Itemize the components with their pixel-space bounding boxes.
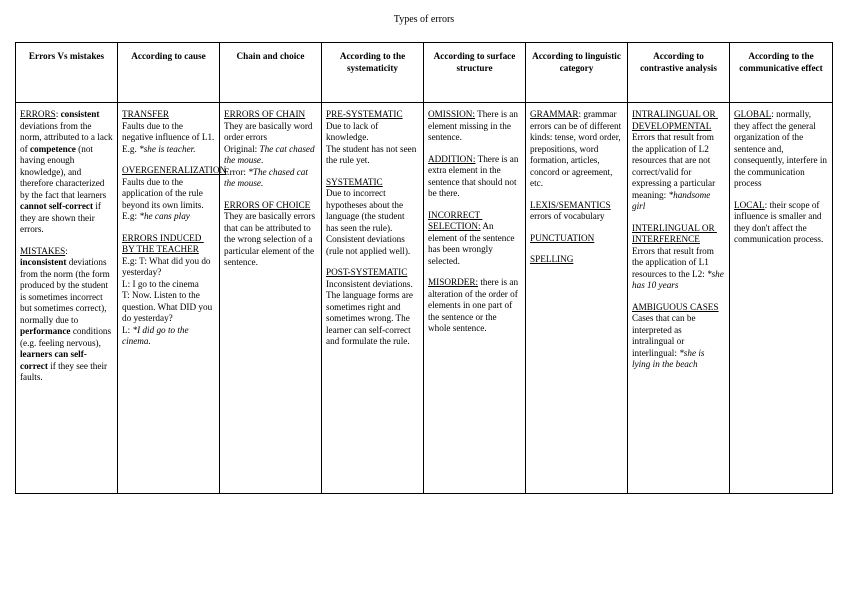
example-text: *The chased cat the mouse. xyxy=(224,166,311,188)
cell-communicative-effect xyxy=(730,103,833,494)
description-text: Faults due to the application of the rule beyond its own limits. E.g: xyxy=(122,176,204,221)
description-text: Cases that can be interpreted as intralingual or interlingual: xyxy=(632,313,696,358)
description-text: There is an element missing in the sentence. xyxy=(428,109,521,142)
entry-section xyxy=(122,233,215,348)
header-linguistic-category: According to linguistic category xyxy=(526,43,628,103)
entry-section xyxy=(428,210,521,268)
entry-section xyxy=(20,246,113,384)
description-text: : grammar errors can be of different kinds: tense, word order, prepositions, word formation, articles, concord or agreement, etc. xyxy=(530,109,624,188)
description-text: There is an extra element in the sentence that should not be there. xyxy=(428,153,521,198)
description-text: They are basically errors that can be attributed to the wrong selection of a particular element of the sentence. xyxy=(224,211,316,267)
description-text: Inconsistent deviations. The language forms are sometimes right and sometimes wrong. The learner can self-correct and formulate the rule. xyxy=(326,278,413,346)
header-contrastive-analysis: According to contrastive analysis xyxy=(628,43,730,103)
description-text: Due to lack of knowledge. The student has not seen the rule yet. xyxy=(326,120,417,165)
description-text: : xyxy=(65,245,71,256)
content-row xyxy=(16,103,833,494)
description-text: Due to incorrect hypotheses about the language (the student has seen the rule). Consistent deviations (rule not applied well). xyxy=(326,188,411,256)
cell-linguistic-category xyxy=(526,103,628,494)
entry-section xyxy=(122,109,215,155)
term-heading: LEXIS/SEMANTICS xyxy=(530,199,611,210)
key-term: competence xyxy=(29,143,76,154)
description-text: there is an alteration of the order of elements in one part of the sentence or the whole sentence. xyxy=(428,277,521,333)
entry-section xyxy=(326,267,419,348)
entry-section xyxy=(530,109,623,190)
entry-section xyxy=(632,109,725,213)
entry-section xyxy=(326,109,419,167)
description-text: . Error: xyxy=(224,155,264,177)
description-text: errors of vocabulary xyxy=(530,199,613,221)
example-text: *she has 10 years xyxy=(632,268,727,290)
header-cause: According to cause xyxy=(118,43,220,103)
term-heading: MISORDER: xyxy=(428,277,479,287)
term-heading: MISTAKES xyxy=(20,245,66,256)
header-errors-vs-mistakes: Errors Vs mistakes xyxy=(16,43,118,103)
description-text: : xyxy=(55,109,61,119)
entry-section xyxy=(428,277,521,335)
entry-section xyxy=(122,165,227,223)
description-text: Errors that result from the application of L2 resources that are not correct/valid for expressing a particular meaning: xyxy=(632,132,716,200)
entry-section xyxy=(530,254,623,266)
term-heading: ERRORS INDUCED BY THE TEACHER xyxy=(122,232,204,254)
entry-section xyxy=(530,233,623,245)
description-text: Errors that result from the application of L1 resources to the L2: xyxy=(632,245,714,279)
entry-section xyxy=(20,109,113,236)
term-heading: SYSTEMATIC xyxy=(326,176,383,187)
description-text: They are basically word order errors Original: xyxy=(224,120,313,154)
term-heading: GLOBAL xyxy=(734,109,772,119)
description-text: conditions (e.g. feeling nervous), xyxy=(20,326,114,348)
example-text: The cat chased the mouse xyxy=(224,143,317,165)
page-title: Types of errors xyxy=(393,14,455,25)
cell-cause xyxy=(118,103,227,494)
description-text: Faults due to the negative influence of L1. E.g. xyxy=(122,120,215,154)
cell-surface-structure xyxy=(424,103,526,494)
entry-section xyxy=(326,177,419,258)
description-text: An element of the sentence has been wrongly selected. xyxy=(428,221,517,266)
description-text: : normally, they affect the general organization of the sentence and, consequently, interfere in the communication process xyxy=(734,109,830,188)
term-heading: POST-SYSTEMATIC xyxy=(326,267,408,277)
description-text: E.g: T: What did you do yesterday? L: I go to the cinema T: Now. Listen to the question. What DID you do yesterday? L: xyxy=(122,255,213,335)
header-communicative-effect: According to the communicative effect xyxy=(730,43,833,103)
example-text: *handsome girl xyxy=(632,189,713,211)
example-text: *I did go to the cinema. xyxy=(122,324,191,346)
term-heading: ADDITION: xyxy=(428,153,476,164)
cell-contrastive-analysis xyxy=(628,103,730,494)
header-chain-choice: Chain and choice xyxy=(220,43,322,103)
term-heading: PRE-SYSTEMATIC xyxy=(326,109,403,119)
entry-section xyxy=(428,109,521,144)
entry-section xyxy=(734,109,828,190)
entry-section xyxy=(224,109,317,190)
key-term: inconsistent xyxy=(20,257,67,267)
key-term: consistent xyxy=(60,109,100,119)
example-text: *she is lying in the beach xyxy=(632,347,707,369)
term-heading: SPELLING xyxy=(530,254,574,264)
cell-errors-vs-mistakes xyxy=(16,103,118,494)
term-heading: LOCAL xyxy=(734,199,765,210)
description-text: : their scope of influence is smaller and they don't affect the communication process. xyxy=(734,199,824,244)
entry-section xyxy=(632,302,725,371)
term-heading: TRANSFER xyxy=(122,109,169,119)
entry-section xyxy=(530,200,623,223)
term-heading: ERRORS OF CHAIN xyxy=(224,109,306,119)
term-heading: INTERLINGUAL OR INTERFERENCE xyxy=(632,222,717,244)
term-heading: GRAMMAR xyxy=(530,109,579,119)
term-heading: PUNCTUATION xyxy=(530,232,595,243)
description-text: deviations from the norm, attributed to a lack of xyxy=(20,109,115,154)
term-heading: ERRORS xyxy=(20,109,56,119)
key-term: performance xyxy=(20,326,71,336)
header-row xyxy=(16,43,833,103)
description-text: deviations from the norm (the form produced by the student is sometimes incorrect but sometimes correct), normally due to xyxy=(20,257,113,325)
term-heading: OVERGENERALIZATION xyxy=(122,165,227,175)
term-heading: OMISSION: xyxy=(428,109,475,119)
key-term: learners can self-correct xyxy=(20,349,87,371)
entry-section xyxy=(428,154,521,200)
description-text: if they see their faults. xyxy=(20,360,110,382)
header-systematicity: According to the systematicity xyxy=(322,43,424,103)
errors-table xyxy=(15,42,833,494)
cell-chain-choice xyxy=(220,103,322,494)
description-text: if they are shown their errors. xyxy=(20,201,104,234)
description-text: (not having enough knowledge), and therefore characterized by the fact that learners xyxy=(20,143,109,200)
term-heading: ERRORS OF CHOICE xyxy=(224,199,311,210)
key-term: cannot self-correct xyxy=(20,201,94,211)
cell-systematicity xyxy=(322,103,424,494)
header-surface-structure: According to surface structure xyxy=(424,43,526,103)
entry-section xyxy=(734,200,828,246)
example-text: *she is teacher. xyxy=(139,143,196,154)
term-heading: INTRALINGUAL OR DEVELOPMENTAL xyxy=(632,109,718,131)
entry-section xyxy=(224,200,317,269)
entry-section xyxy=(632,223,725,292)
term-heading: INCORRECT SELECTION: xyxy=(428,209,483,231)
example-text: *he cans play xyxy=(139,211,190,221)
term-heading: AMBIGUOUS CASES xyxy=(632,301,719,312)
